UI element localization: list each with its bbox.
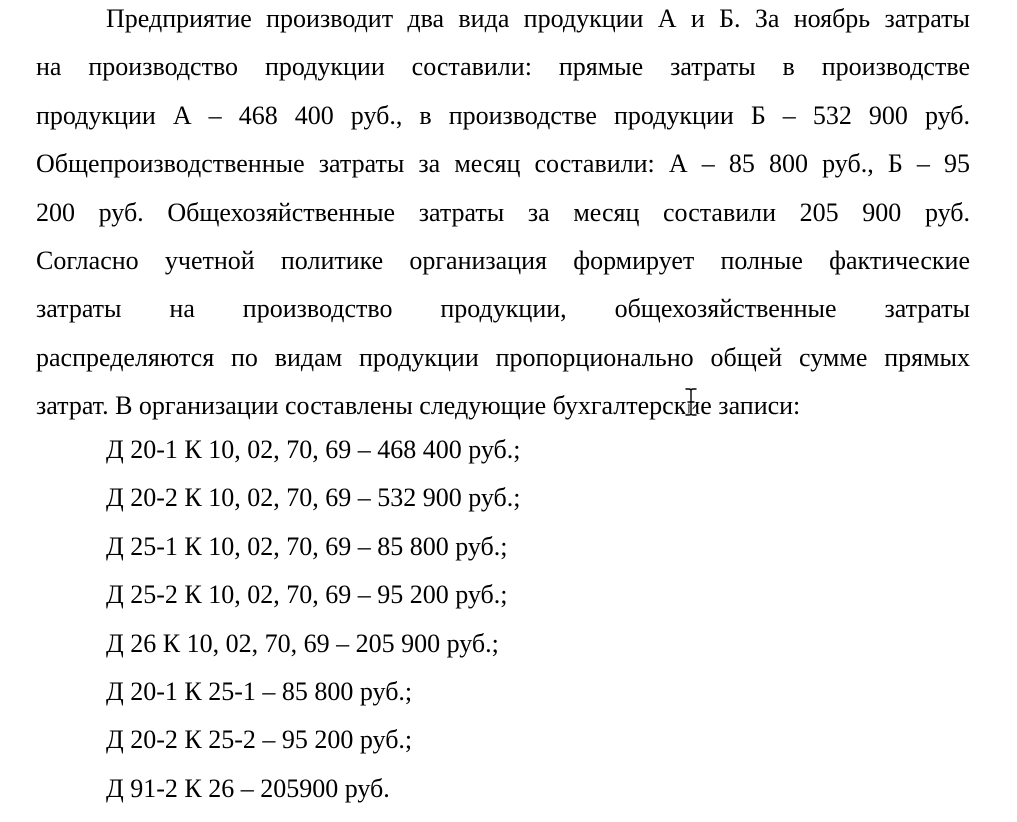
accounting-entries-list xyxy=(106,435,521,822)
paragraph-line: затрат. В организации составлены следующие бухгалтерские записи: xyxy=(36,391,801,421)
paragraph-line: Общепроизводственные затраты за месяц составили: А – 85 800 руб., Б – 95 xyxy=(36,149,970,179)
accounting-entry: Д 20-2 К 10, 02, 70, 69 – 532 900 руб.; xyxy=(106,483,521,513)
paragraph-line: затраты на производство продукции, общехозяйственные затраты xyxy=(36,294,970,324)
accounting-entry: Д 20-1 К 10, 02, 70, 69 – 468 400 руб.; xyxy=(106,435,521,464)
paragraph-line: 200 руб. Общехозяйственные затраты за месяц составили 205 900 руб. xyxy=(36,197,970,227)
accounting-entry: Д 91-2 К 26 – 205900 руб. xyxy=(106,773,390,803)
paragraph-line: Предприятие производит два вида продукции А и Б. За ноябрь затраты xyxy=(106,4,970,33)
text-cursor-icon xyxy=(684,388,698,416)
accounting-entry: Д 25-1 К 10, 02, 70, 69 – 85 800 руб.; xyxy=(106,531,508,561)
paragraph-line: продукции А – 468 400 руб., в производстве продукции Б – 532 900 руб. xyxy=(36,100,970,130)
task-paragraph xyxy=(36,0,970,436)
accounting-entry: Д 26 К 10, 02, 70, 69 – 205 900 руб.; xyxy=(106,628,499,658)
accounting-entry: Д 20-2 К 25-2 – 95 200 руб.; xyxy=(106,725,413,755)
paragraph-line: Согласно учетной политике организация формирует полные фактические xyxy=(36,245,970,275)
paragraph-line: распределяются по видам продукции пропорционально общей сумме прямых xyxy=(36,342,970,372)
accounting-entry: Д 25-2 К 10, 02, 70, 69 – 95 200 руб.; xyxy=(106,580,508,610)
accounting-entry: Д 20-1 К 25-1 – 85 800 руб.; xyxy=(106,676,413,706)
paragraph-line: на производство продукции составили: прямые затраты в производстве xyxy=(36,52,970,82)
